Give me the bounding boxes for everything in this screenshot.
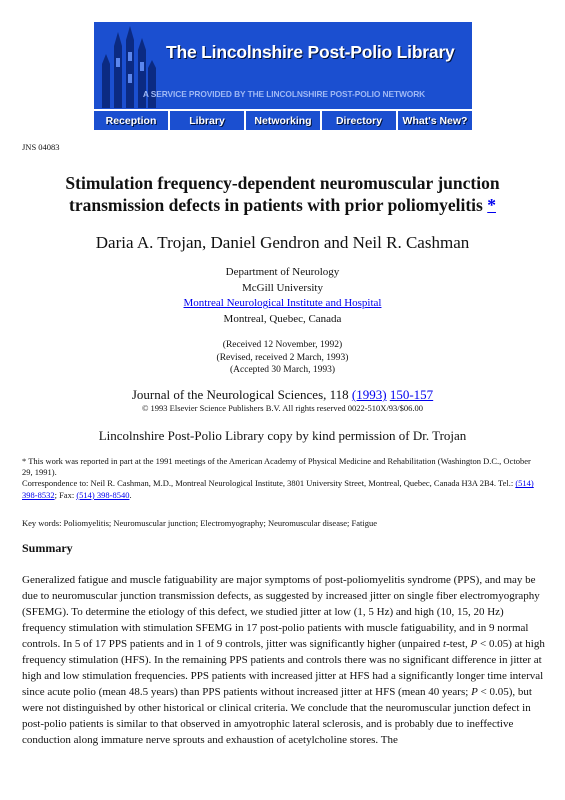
footnote-correspondence: Correspondence to: Neil R. Cashman, M.D., Montreal Neurological Institute, 3801 University Street, Montreal, Quebec, Canada H3A 2B4. Tel.: (514) 398-8532; Fax: (514) 398-8540. [22, 478, 534, 500]
permission-note: Lincolnshire Post-Polio Library copy by kind permission of Dr. Trojan [98, 428, 467, 443]
title-line-1: Stimulation frequency-dependent neuromuscular junction [65, 173, 500, 193]
dates [20, 339, 545, 377]
keywords: Key words: Poliomyelitis; Neuromuscular junction; Electromyography; Neuromuscular disease; Fatigue [22, 518, 378, 528]
journal-year-link[interactable]: (1993) [351, 387, 387, 402]
nav-library[interactable]: Library [170, 111, 244, 130]
city: Montreal, Quebec, Canada [223, 312, 342, 325]
fax-label: ; Fax: [54, 489, 75, 500]
tel-link[interactable]: (514) 398-8532 [22, 478, 534, 500]
abstract-part-a: Generalized fatigue and muscle fatiguability are major symptoms of post-poliomyelitis syndrome (PPS), and may be due to neuromuscular junction transmission defects, as suggested by increased jitter on single fiber electromyography (SFEMG). To determine the etiology of this defect, we studied jitter at low (1, 5 Hz) and high (10, 15, 20 Hz) frequency stimulation with stimulation SFEMG in 17 post-polio patients with muscle fatiguability, and in 9 normal controls. In 5 of 17 PPS patients and in 1 of 9 controls, jitter was significantly higher (unpaired [22, 574, 540, 650]
abstract-part-b: -test, [446, 638, 471, 650]
journal-citation [20, 387, 545, 403]
revised-date: (Revised, received 2 March, 1993) [216, 352, 349, 363]
site-banner [94, 22, 472, 130]
library-subtitle: A SERVICE PROVIDED BY THE LINCOLNSHIRE POST-POLIO NETWORK [142, 89, 426, 99]
footnote-meeting: * This work was reported in part at the 1991 meetings of the American Academy of Physical Medicine and Rehabilitation (Washington D.C., October 29, 1991). [22, 456, 531, 478]
abstract-p-italic-2: P [471, 686, 478, 698]
nav-directory[interactable]: Directory [322, 111, 396, 130]
journal-pages-link[interactable]: 150-157 [389, 387, 434, 402]
library-title: The Lincolnshire Post-Polio Library [166, 42, 455, 62]
article-title [20, 172, 545, 216]
banner-header[interactable] [94, 22, 472, 109]
accepted-date: (Accepted 30 March, 1993) [230, 365, 335, 375]
abstract-text [22, 572, 546, 748]
university: McGill University [242, 281, 323, 294]
correspondence-text: Correspondence to: Neil R. Cashman, M.D., Montreal Neurological Institute, 3801 University Street, Montreal, Quebec, Canada H3A 2B4. Tel.: [22, 478, 514, 489]
footnotes [22, 456, 542, 501]
copyright: © 1993 Elsevier Science Publishers B.V. All rights reserved 0022-510X/93/$06.00 [141, 403, 424, 413]
title-line-2: transmission defects in patients with prior poliomyelitis [69, 195, 483, 215]
summary-heading: Summary [22, 541, 73, 555]
abstract-p-italic-1: P [470, 638, 478, 650]
nav-networking[interactable]: Networking [246, 111, 320, 130]
abstract-part-c: < 0.05) at high frequency stimulation (HFS). In the remaining PPS patients and controls there was no significant difference in jitter at high and low stimulation frequencies. PPS patients with increased jitter at HFS had a significantly longer time interval since acute polio (mean 48.5 years) than PPS patients without increased jitter at HFS (mean 40 years; [22, 638, 545, 698]
nav-reception[interactable]: Reception [94, 111, 168, 130]
received-date: (Received 12 November, 1992) [222, 340, 343, 350]
department: Department of Neurology [225, 266, 340, 278]
journal-name: Journal of the Neurological Sciences, 118 [131, 387, 349, 402]
abstract-part-d: < 0.05), but were not distinguished by other historical or clinical criteria. We conclude that the neuromuscular junction defect in post-polio patients is similar to that observed in amyotrophic lateral sclerosis, and is probably due to ineffective conduction along immature nerve sprouts and exhaustion of acetylcholine stores. The [22, 686, 532, 746]
document-code: JNS 04083 [22, 142, 60, 152]
authors: Daria A. Trojan, Daniel Gendron and Neil R. Cashman [95, 233, 470, 252]
title-footnote-link[interactable]: * [487, 195, 496, 215]
affiliation [20, 265, 545, 327]
fax-link[interactable]: (514) 398-8540 [76, 489, 130, 500]
nav-bar [94, 111, 472, 130]
nav-whats-new[interactable]: What's New? [398, 111, 472, 130]
institute-link[interactable]: Montreal Neurological Institute and Hospital [183, 297, 382, 309]
abstract-t-italic: t [443, 638, 447, 650]
